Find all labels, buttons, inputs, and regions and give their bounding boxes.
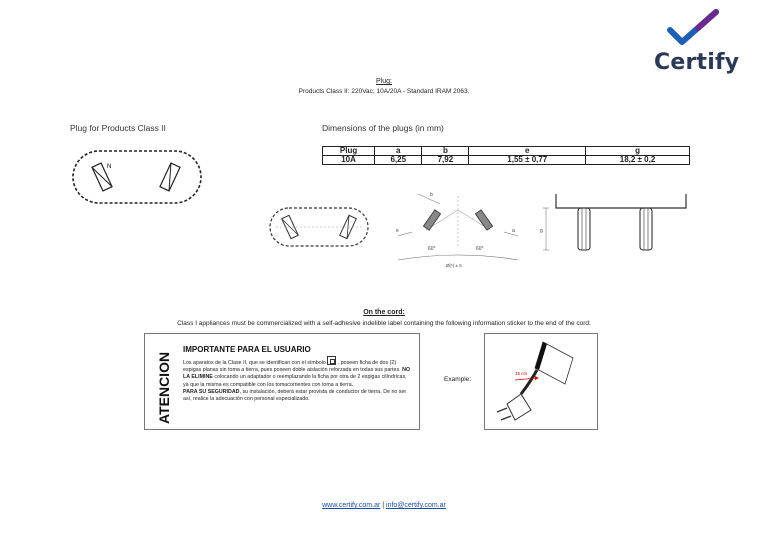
cord-section-title: On the cord: <box>363 309 405 316</box>
footer <box>0 502 768 509</box>
label-bold-text: PARA SU SEGURIDAD <box>183 388 240 395</box>
label-text: , su instalación, deberá estar provista de conductor de tierra. De no ser así, realice la adecuación con personal especializado. <box>183 388 407 403</box>
cord-section-subtitle: Class I appliances must be commercialized with a self-adhesive indelible label containing the following information sticker to the end of the cord: <box>177 320 591 327</box>
pin-angle-diagram <box>388 188 528 268</box>
checkmark-icon <box>648 8 738 50</box>
page-title: Plug: <box>376 78 392 85</box>
table-cell: 6,25 <box>375 156 422 165</box>
label-bold-text: NO LA ELIMINE <box>183 367 411 381</box>
dim-b-label: b <box>430 192 433 198</box>
dim-e-label: e <box>396 228 399 234</box>
span-label: Ø(*) ± 5 <box>446 263 462 268</box>
atencion-vertical-text <box>147 338 177 426</box>
table-cell: 10A <box>323 156 375 165</box>
table-header: a <box>375 147 422 156</box>
plug-class-ii-drawing <box>70 148 204 206</box>
double-insulation-icon <box>327 356 336 365</box>
dimensions-table <box>322 146 690 165</box>
page-subtitle: Products Class II: 220Vac; 10A/20A - Standard IRAM 2063. <box>298 88 470 95</box>
neutral-pin-label: N <box>107 164 112 170</box>
example-illustration <box>484 333 598 430</box>
table-cell: 7,92 <box>422 156 469 165</box>
plug-section-label: Plug for Products Class II <box>70 123 166 133</box>
table-header: e <box>469 147 586 156</box>
label-heading: IMPORTANTE PARA EL USUARIO <box>183 345 311 354</box>
label-body <box>183 356 413 403</box>
table-header: g <box>586 147 690 156</box>
plug-outline-drawing <box>268 204 370 250</box>
warning-label-sticker <box>144 333 420 430</box>
certify-logo <box>648 8 738 74</box>
angle-right-label: 60° <box>476 246 484 252</box>
brand-name: Certify <box>654 50 740 75</box>
cord-label-example-drawing <box>485 334 597 429</box>
example-label: Example: <box>444 376 472 383</box>
dim-a-label: a <box>512 228 515 234</box>
dim-g-label: g <box>540 228 543 234</box>
footer-separator: | <box>380 502 387 509</box>
measure-label: 15 cm <box>515 371 528 376</box>
email-link[interactable]: info@certify.com.ar <box>386 502 446 509</box>
angle-left-label: 60° <box>428 246 436 252</box>
table-row <box>323 156 690 165</box>
table-cell: 18,2 ± 0,2 <box>586 156 690 165</box>
vertical-word: ATENCION <box>156 351 172 424</box>
label-text: , poseen ficha de dos (2) espigas planas sin toma a tierra, pues poseen doble aislación reforzada en todas sus partes. <box>183 360 401 374</box>
table-cell: 1,55 ± 0,77 <box>469 156 586 165</box>
table-header: Plug <box>323 147 375 156</box>
plug-side-view-drawing <box>538 190 690 260</box>
website-link[interactable]: www.certify.com.ar <box>322 502 381 509</box>
label-text: Los aparatos de la Clase II, que se identifican con el símbolo <box>183 360 326 366</box>
dimensions-section-label: Dimensions of the plugs (in mm) <box>322 123 444 133</box>
table-header: b <box>422 147 469 156</box>
label-text: colocando un adaptador o reemplazando la ficha por otra de 2 espigas cilíndricas, ya que la misma es compatible con los tomacorrientes con toma a tierra. <box>183 374 407 388</box>
